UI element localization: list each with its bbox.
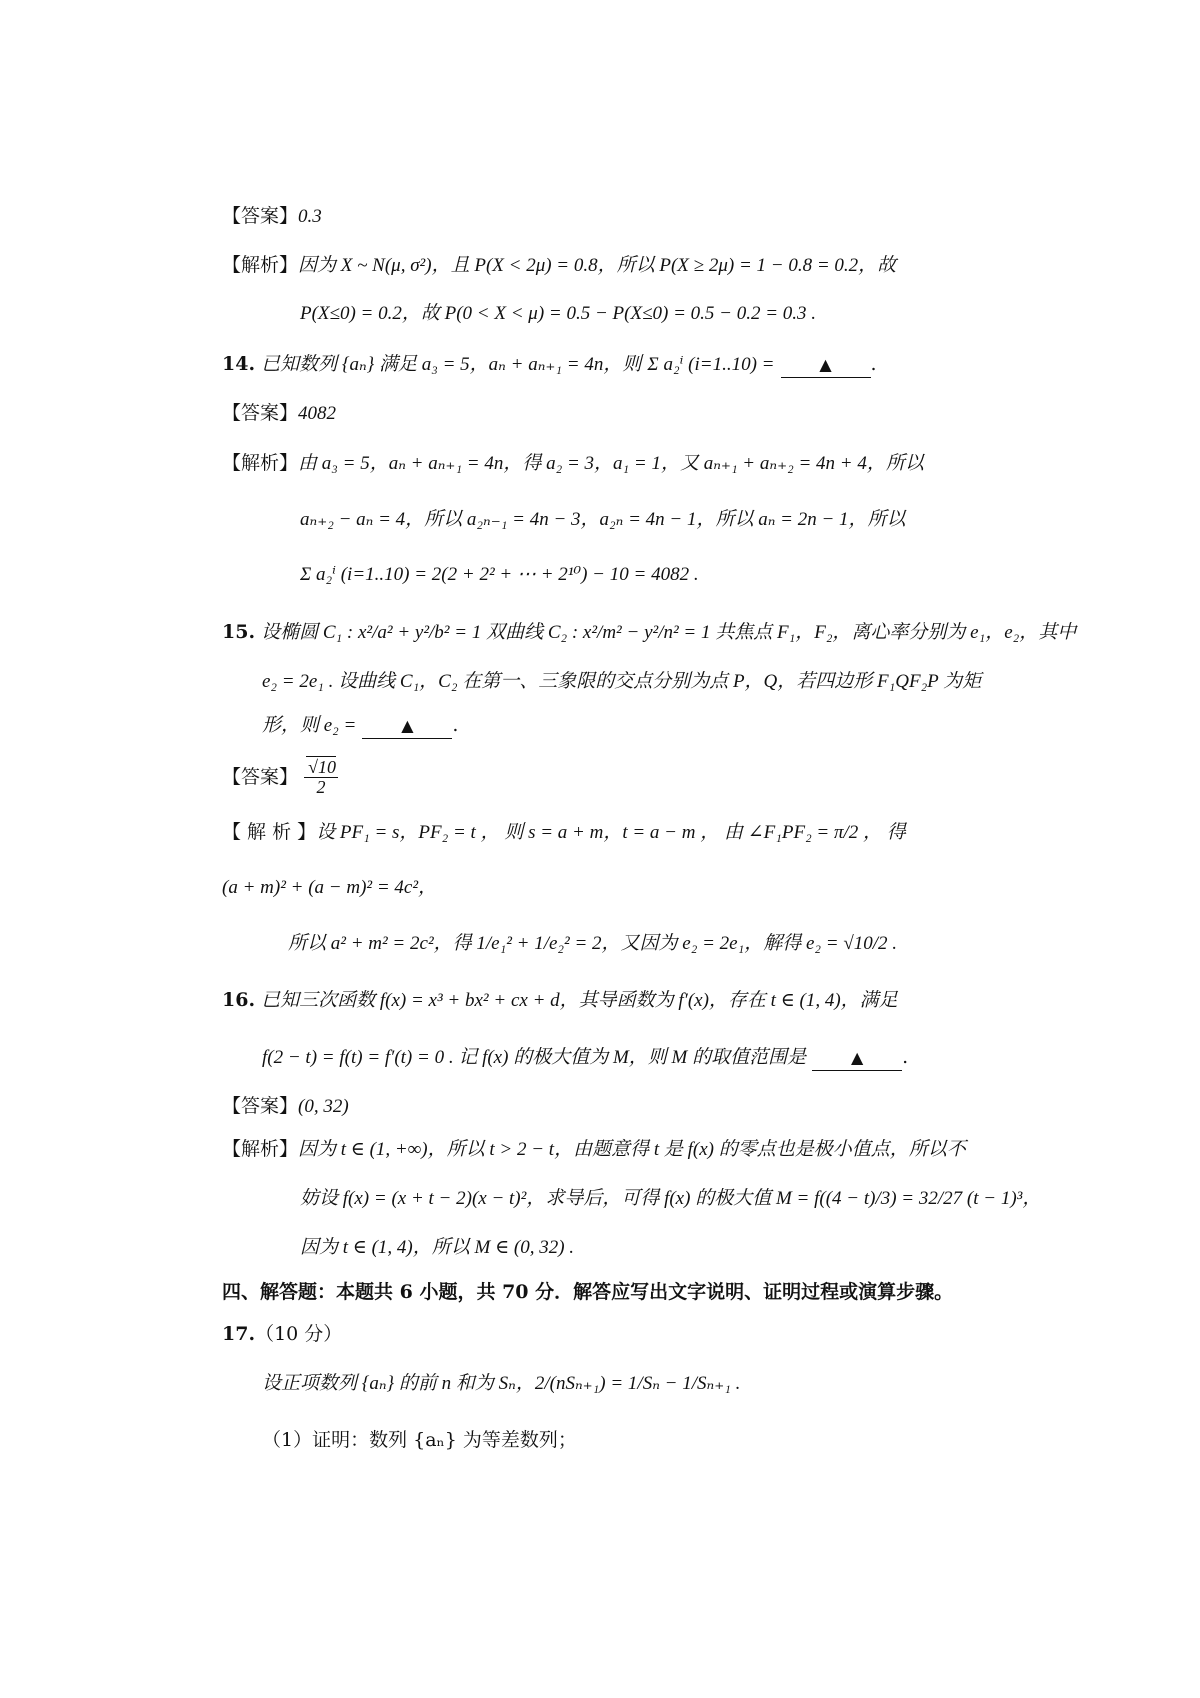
question-17-part-1: （1）证明：数列 {aₙ} 为等差数列； [262, 1429, 577, 1451]
answer-value: (0, 32) [298, 1096, 349, 1117]
question-14 [222, 352, 877, 378]
question-text: 已知三次函数 f(x) = x³ + bx² + cx + d，其导函数为 f′(x)，存在 t ∈ (1, 4)，满足 [261, 990, 898, 1011]
explanation-text: 因为 X ~ N(μ, σ²)，且 P(X < 2μ) = 0.8，所以 P(X ≥ 2μ) = 1 − 0.8 = 0.2，故 [298, 255, 897, 276]
period: . [452, 714, 459, 736]
question-points: （10 分） [255, 1323, 343, 1345]
triangle-icon: ▲ [851, 1048, 864, 1067]
explanation-label: 【解析】 [222, 452, 299, 474]
answer-label: 【答案】 [222, 205, 299, 227]
question-text: 设椭圆 C₁ : x²/a² + y²/b² = 1 双曲线 C₂ : x²/m² − y²/n² = 1 共焦点 F₁，F₂，离心率分别为 e₁，e₂，其中 [261, 622, 1077, 643]
explanation-15-line-2: (a + m)² + (a − m)² = 4c²， [222, 877, 438, 898]
question-number: 17. [222, 1323, 256, 1345]
answer-value: 4082 [298, 403, 337, 424]
explanation-13-line-1 [222, 253, 896, 279]
explanation-text: 因为 t ∈ (1, +∞)，所以 t > 2 − t，由题意得 t 是 f(x) 的零点也是极小值点，所以不 [298, 1139, 966, 1160]
explanation-15-line-3: 所以 a² + m² = 2c²，得 1/e₁² + 1/e₂² = 2，又因为 e₂ = 2e₁，解得 e₂ = √10/2 . [288, 933, 898, 954]
question-text: f(2 − t) = f(t) = f′(t) = 0 . 记 f(x) 的极大值为 M，则 M 的取值范围是 [262, 1047, 807, 1068]
explanation-15-line-1 [222, 820, 906, 846]
fraction-numerator [304, 758, 338, 778]
question-16-line-2 [262, 1045, 908, 1071]
question-number: 16. [222, 989, 256, 1011]
explanation-text: 由 a₃ = 5，aₙ + aₙ₊₁ = 4n，得 a₂ = 3，a₁ = 1，又 aₙ₊₁ + aₙ₊₂ = 4n + 4，所以 [298, 453, 924, 474]
answer-blank [362, 713, 452, 739]
question-17-line-1: 设正项数列 {aₙ} 的前 n 和为 Sₙ，2/(nSₙ₊₁) = 1/Sₙ − 1/Sₙ₊₁ . [262, 1373, 741, 1394]
answer-blank [812, 1045, 902, 1071]
question-16-line-1 [222, 988, 898, 1014]
explanation-16-line-1 [222, 1137, 966, 1163]
question-15-line-2: e₂ = 2e₁ . 设曲线 C₁，C₂ 在第一、三象限的交点分别为点 P，Q，若四边形 F₁QF₂P 为矩 [262, 671, 982, 692]
period: . [870, 353, 877, 375]
answer-14 [222, 401, 336, 427]
sum-expression: Σ a₂ⁱ (i=1..10) = [647, 354, 775, 375]
sqrt-expression: √10 [308, 757, 336, 777]
answer-label: 【答案】 [222, 402, 299, 424]
fraction-denominator: 2 [316, 776, 326, 797]
explanation-14-line-1 [222, 451, 924, 477]
explanation-label: 【解析】 [222, 1138, 299, 1160]
explanation-16-line-3: 因为 t ∈ (1, 4)，所以 M ∈ (0, 32) . [300, 1237, 575, 1258]
answer-13 [222, 204, 322, 230]
explanation-14-line-3: Σ a₂ⁱ (i=1..10) = 2(2 + 2² + ⋯ + 2¹⁰) − 10 = 4082 . [300, 564, 699, 585]
explanation-14-line-2: aₙ₊₂ − aₙ = 4，所以 a₂ₙ₋₁ = 4n − 3，a₂ₙ = 4n − 1，所以 aₙ = 2n − 1，所以 [300, 509, 906, 530]
answer-16 [222, 1094, 349, 1120]
explanation-16-line-2: 妨设 f(x) = (x + t − 2)(x − t)²，求导后，可得 f(x) 的极大值 M = f((4 − t)/3) = 32/27 (t − 1)³， [300, 1188, 1042, 1209]
section-heading: 四、解答题：本题共 6 小题，共 70 分．解答应写出文字说明、证明过程或演算步骤。 [222, 1281, 954, 1303]
answer-fraction [304, 758, 338, 797]
question-15-line-3 [262, 713, 458, 739]
triangle-icon: ▲ [819, 355, 832, 374]
question-15-line-1 [222, 620, 1076, 646]
answer-label: 【答案】 [222, 766, 299, 789]
answer-blank [781, 352, 871, 378]
period: . [902, 1046, 909, 1068]
triangle-icon: ▲ [401, 716, 414, 735]
answer-value: 0.3 [298, 206, 322, 227]
question-text: 已知数列 {aₙ} 满足 a₃ = 5，aₙ + aₙ₊₁ = 4n，则 [261, 354, 642, 375]
explanation-label: 【解析】 [222, 254, 299, 276]
question-17-heading [222, 1322, 342, 1347]
question-number: 14. [222, 353, 256, 375]
question-number: 15. [222, 621, 256, 643]
explanation-text: 设 PF₁ = s，PF₂ = t ， 则 s = a + m，t = a − m ， 由 ∠F₁PF₂ = π/2 ， 得 [316, 822, 906, 843]
answer-15 [222, 758, 338, 797]
explanation-13-line-2: P(X≤0) = 0.2，故 P(0 < X < μ) = 0.5 − P(X≤0) = 0.5 − 0.2 = 0.3 . [300, 303, 817, 324]
explanation-label: 【 解 析 】 [222, 821, 317, 843]
answer-label: 【答案】 [222, 1095, 299, 1117]
question-text: 形，则 e₂ = [262, 715, 357, 736]
